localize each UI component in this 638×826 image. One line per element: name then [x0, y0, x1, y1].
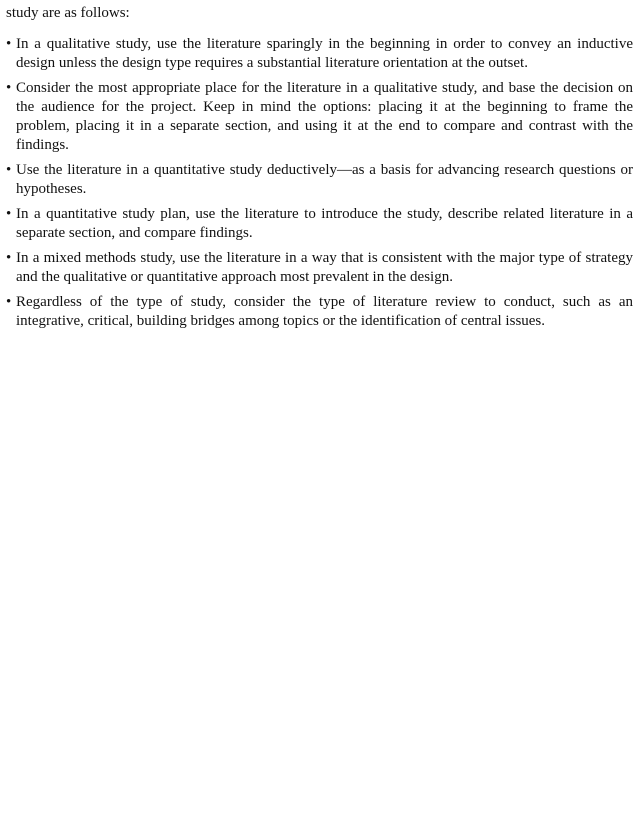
list-item-text: In a qualitative study, use the literature sparingly in the beginning in order to convey an inductive design unless the design type requires a substantial literature orientation at the outset. [16, 36, 633, 71]
bullet-marker: • [6, 206, 12, 222]
list-item [6, 205, 633, 243]
bullet-list [6, 35, 633, 331]
bullet-marker: • [6, 162, 12, 178]
list-item-text: Consider the most appropriate place for the literature in a qualitative study, and base the decision on the audience for the project. Keep in mind the options: placing it at the beginning to frame the problem, placing it in a separate section, and using it at the end to compare and contrast with the findings. [16, 80, 633, 153]
list-item [6, 161, 633, 199]
list-item [6, 293, 633, 331]
bullet-marker: • [6, 80, 12, 96]
intro-text: study are as follows: [6, 5, 130, 21]
list-item-text: Regardless of the type of study, consider the type of literature review to conduct, such as an integrative, critical, building bridges among topics or the identification of central issues. [16, 294, 633, 329]
list-item-text: Use the literature in a quantitative study deductively—as a basis for advancing research questions or hypotheses. [16, 162, 633, 197]
list-item [6, 249, 633, 287]
list-item [6, 79, 633, 155]
list-item [6, 35, 633, 73]
list-item-text: In a mixed methods study, use the literature in a way that is consistent with the major type of strategy and the qualitative or quantitative approach most prevalent in the design. [16, 250, 633, 285]
list-item-text: In a quantitative study plan, use the literature to introduce the study, describe related literature in a separate section, and compare findings. [16, 206, 633, 241]
bullet-marker: • [6, 294, 12, 310]
document-page [6, 0, 633, 337]
bullet-marker: • [6, 250, 12, 266]
bullet-marker: • [6, 36, 12, 52]
